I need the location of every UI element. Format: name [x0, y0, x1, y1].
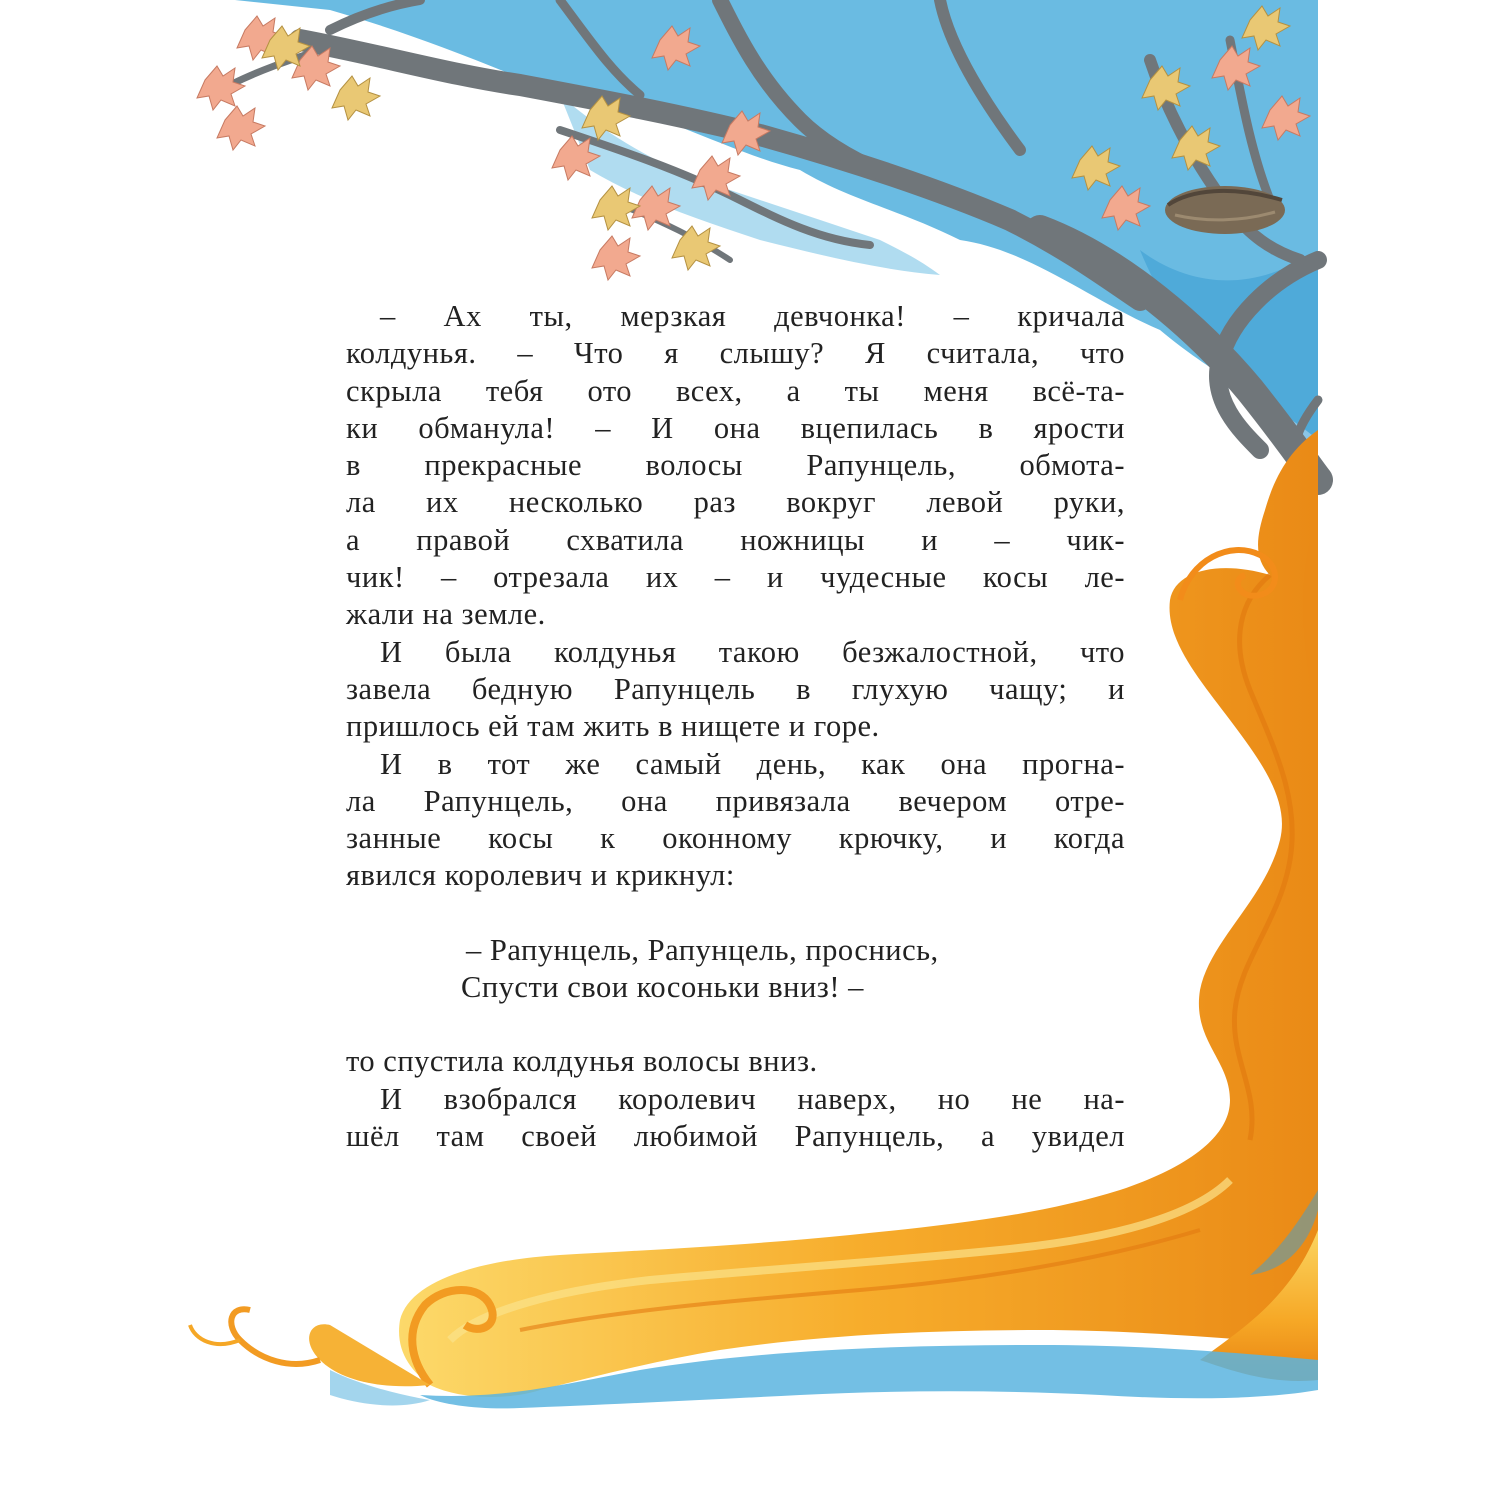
verse [346, 932, 1125, 1007]
text-line: жали на земле. [346, 597, 546, 632]
text-line: ки обманула! – И она вцепилась в ярости [346, 410, 1125, 445]
text-line: ла Рапунцель, она привязала вечером отре- [346, 783, 1125, 818]
text-line: завела бедную Рапунцель в глухую чащу; и [346, 671, 1125, 706]
text-line: занные косы к оконному крючку, и когда [346, 821, 1125, 856]
text-line: И взобрался королевич наверх, но не на- [380, 1081, 1125, 1116]
text-line: колдунья. – Что я слышу? Я считала, что [346, 336, 1125, 371]
bird-nest [1165, 186, 1285, 234]
text-line: И в тот же самый день, как она прогна- [380, 746, 1125, 781]
text-line: то спустила колдунья волосы вниз. [346, 1044, 818, 1079]
text-line: – Ах ты, мерзкая девчонка! – кричала [380, 299, 1125, 333]
paragraph-5 [346, 1081, 1125, 1156]
text-line: явился королевич и крикнул: [346, 858, 735, 893]
text-line: в прекрасные волосы Рапунцель, обмота- [346, 448, 1125, 483]
verse-line: – Рапунцель, Рапунцель, проснись, [466, 932, 939, 967]
paragraph-3 [346, 746, 1125, 895]
paragraph-4 [346, 1043, 1125, 1080]
text-line: И была колдунья такою безжалостной, что [380, 634, 1125, 669]
verse-line: Спусти свои косоньки вниз! – [461, 970, 864, 1005]
text-line: пришлось ей там жить в нищете и горе. [346, 709, 880, 744]
text-line: шёл там своей любимой Рапунцель, а увидел [346, 1118, 1125, 1153]
text-line: скрыла тебя ото всех, а ты меня всё-та- [346, 373, 1125, 408]
text-line: чик! – отрезала их – и чудесные косы ле- [346, 560, 1125, 595]
text-line: ла их несколько раз вокруг левой руки, [346, 485, 1125, 520]
paragraph-1 [346, 298, 1125, 634]
paragraph-2 [346, 634, 1125, 746]
text-line: а правой схватила ножницы и – чик- [346, 522, 1125, 557]
story-text [346, 298, 1125, 1155]
